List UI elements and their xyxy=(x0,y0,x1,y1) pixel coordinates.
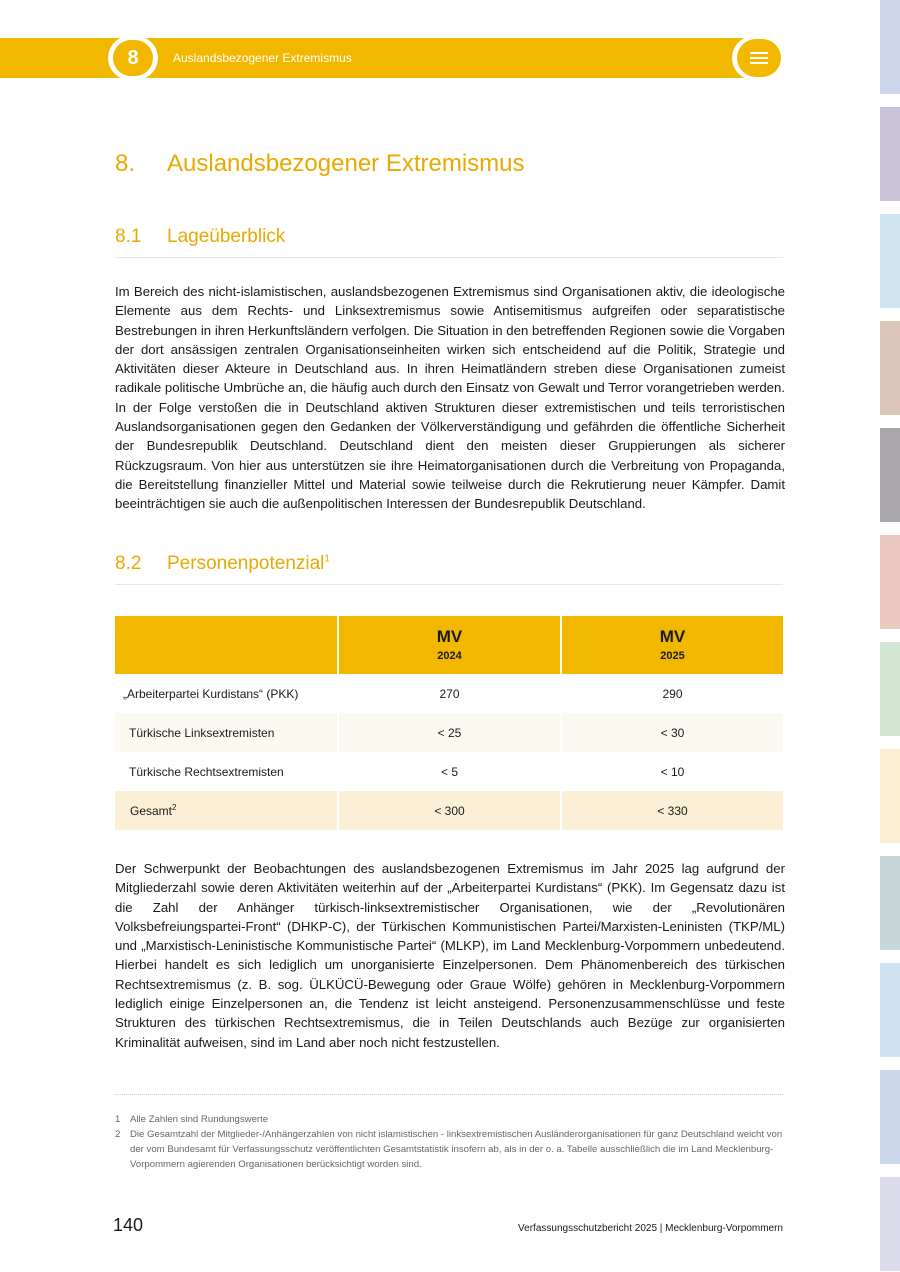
table-row xyxy=(115,674,783,713)
column-year: 2025 xyxy=(660,650,685,662)
side-tab-4[interactable] xyxy=(880,321,900,415)
row-label xyxy=(115,791,338,830)
section-number: 8.2 xyxy=(115,553,142,574)
side-tab-10[interactable] xyxy=(880,963,900,1057)
side-tab-1[interactable] xyxy=(880,0,900,94)
table-header-2025 xyxy=(561,616,783,674)
personenpotenzial-table xyxy=(115,616,783,830)
chapter-number: 8 xyxy=(113,40,153,76)
side-tab-12[interactable] xyxy=(880,1177,900,1271)
cell-2025: < 30 xyxy=(561,713,783,752)
section-heading-lageueberblick xyxy=(115,226,285,248)
section-title: Lageüberblick xyxy=(167,226,286,247)
footnote-number: 1 xyxy=(115,1114,121,1125)
side-tab-5[interactable] xyxy=(880,428,900,522)
column-label: MV xyxy=(436,627,463,646)
side-tab-6[interactable] xyxy=(880,535,900,629)
footnote-ref[interactable]: 2 xyxy=(172,803,177,812)
cell-2024: < 25 xyxy=(338,713,561,752)
paragraph-lageueberblick: Im Bereich des nicht-islamistischen, auslandsbezogenen Extremismus sind Organisationen aktiv, die ideologische Elemente aus dem Rechts- und Linksextremismus sowie Antisemitismus aufgreifen oder separatistische Bestrebungen in ihren Herkunftsländern verfolgen. Die Situation in den betreffenden Regionen sowie die Vorgaben der dort ansässigen zentralen Organisationseinheiten wirken sich entscheidend auf die Politik, Strategie und Aktivitäten dieser Akteure in Deutschland aus. In ihren Heimatländern streben diese Organisationen zumeist radikale politische Umbrüche an, die häufig auch durch den Einsatz von Gewalt und Terror vorangetrieben werden. In der Folge verstoßen die in Deutschland aktiven Strukturen dieser extremistischen und teils terroristischen Auslandsorganisationen gegen den Gedanken der Völkerverständigung und gefährden die öffentliche Sicherheit der Bundesrepublik Deutschland. Deutschland dient den meisten dieser Gruppierungen als sicherer Rückzugsraum. Von hier aus unterstützen sie ihre Heimatorganisationen durch die Verbreitung von Propaganda, die Bereitstellung finanzieller Mittel und Material sowie teilweise durch die Rekrutierung neuer Kämpfer. Damit beeinträchtigen sie auch die außenpolitischen Interessen der Bundesrepublik Deutschland. xyxy=(115,284,785,512)
cell-2025: < 10 xyxy=(561,752,783,791)
side-tab-7[interactable] xyxy=(880,642,900,736)
table-header-empty xyxy=(115,616,338,674)
section-divider xyxy=(115,584,783,585)
footer-publication-title: Verfassungsschutzbericht 2025 | Mecklenburg-Vorpommern xyxy=(518,1223,783,1234)
cell-2024: < 5 xyxy=(338,752,561,791)
page-title-number: 8. xyxy=(115,150,136,177)
page-title xyxy=(115,150,525,178)
cell-2025: < 330 xyxy=(561,791,783,830)
table-row xyxy=(115,752,783,791)
side-tab-9[interactable] xyxy=(880,856,900,950)
row-label: Türkische Rechtsextremisten xyxy=(115,752,338,791)
side-tab-8[interactable] xyxy=(880,749,900,843)
column-year: 2024 xyxy=(437,650,462,662)
footnote-divider xyxy=(115,1094,783,1095)
section-title: Personenpotenzial xyxy=(167,553,325,574)
chapter-number-badge xyxy=(108,36,158,80)
page-number: 140 xyxy=(113,1215,144,1235)
side-tab-11[interactable] xyxy=(880,1070,900,1164)
section-heading-personenpotenzial xyxy=(115,553,330,575)
total-label: Gesamt xyxy=(130,804,173,818)
section-divider xyxy=(115,257,783,258)
footnote-ref[interactable]: 1 xyxy=(324,553,330,565)
table-row xyxy=(115,713,783,752)
menu-button[interactable] xyxy=(732,36,786,80)
cell-2025: 290 xyxy=(561,674,783,713)
page-title-text: Auslandsbezogener Extremismus xyxy=(167,150,525,177)
row-label: Türkische Linksextremisten xyxy=(115,713,338,752)
footnote-text: Die Gesamtzahl der Mitglieder-/Anhängerzahlen von nicht islamistischen - linksextremistischen Ausländerorganisationen für ganz Deutschland weicht von der vom Bundesamt für Verfassungsschutz veröffentlichten Gesamtstatistik insofern ab, als in der o. a. Tabelle ausschließlich die im Land Mecklenburg-Vorpommern agierenden Organisationen berücksichtigt worden sind. xyxy=(130,1129,783,1170)
section-number: 8.1 xyxy=(115,226,142,247)
table-header-2024 xyxy=(338,616,561,674)
paragraph-schwerpunkt: Der Schwerpunkt der Beobachtungen des auslandsbezogenen Extremismus im Jahr 2025 lag aufgrund der Mitgliederzahl sowie deren Aktivitäten weiterhin auf der „Arbeiterpartei Kurdistans“ (PKK). Im Gegensatz dazu ist die Zahl der Anhänger türkisch-linksextremistischer Organisationen, wie der „Revolutionären Volksbefreiungspartei-Front“ (DHKP-C), der Türkischen Kommunistischen Partei/Marxisten-Leninisten (TKP/ML) und „Marxistisch-Leninistische Kommunistische Partei“ (MLKP), im Land Mecklenburg-Vorpommern unbedeutend. Hierbei handelt es sich lediglich um unorganisierte Einzelpersonen. Dem Phänomenbereich des türkischen Rechtsextremismus (z. B. sog. ÜLKÜCÜ-Bewegung oder Graue Wölfe) gehören in Mecklenburg-Vorpommern lediglich einige Einzelpersonen an, die Tendenz ist leicht ansteigend. Personenzusammenschlüsse und feste Strukturen des türkischen Rechtsextremismus, die in Teilen Deutschlands auch Bezüge zur organisierten Kriminalität aufweisen, sind im Land aber noch nicht festzustellen. xyxy=(115,861,785,1050)
footnote-text: Alle Zahlen sind Rundungswerte xyxy=(130,1114,269,1125)
footnote-2 xyxy=(115,1127,785,1172)
footnote-number: 2 xyxy=(115,1129,121,1140)
side-tab-3[interactable] xyxy=(880,214,900,308)
hamburger-menu-icon[interactable] xyxy=(737,39,781,77)
footnote-1 xyxy=(115,1112,785,1127)
cell-2024: 270 xyxy=(338,674,561,713)
table-row-total xyxy=(115,791,783,830)
row-label: „Arbeiterpartei Kurdistans“ (PKK) xyxy=(115,674,338,713)
column-label: MV xyxy=(659,627,686,646)
side-tab-2[interactable] xyxy=(880,107,900,201)
chapter-header-title: Auslandsbezogener Extremismus xyxy=(173,51,352,65)
cell-2024: < 300 xyxy=(338,791,561,830)
